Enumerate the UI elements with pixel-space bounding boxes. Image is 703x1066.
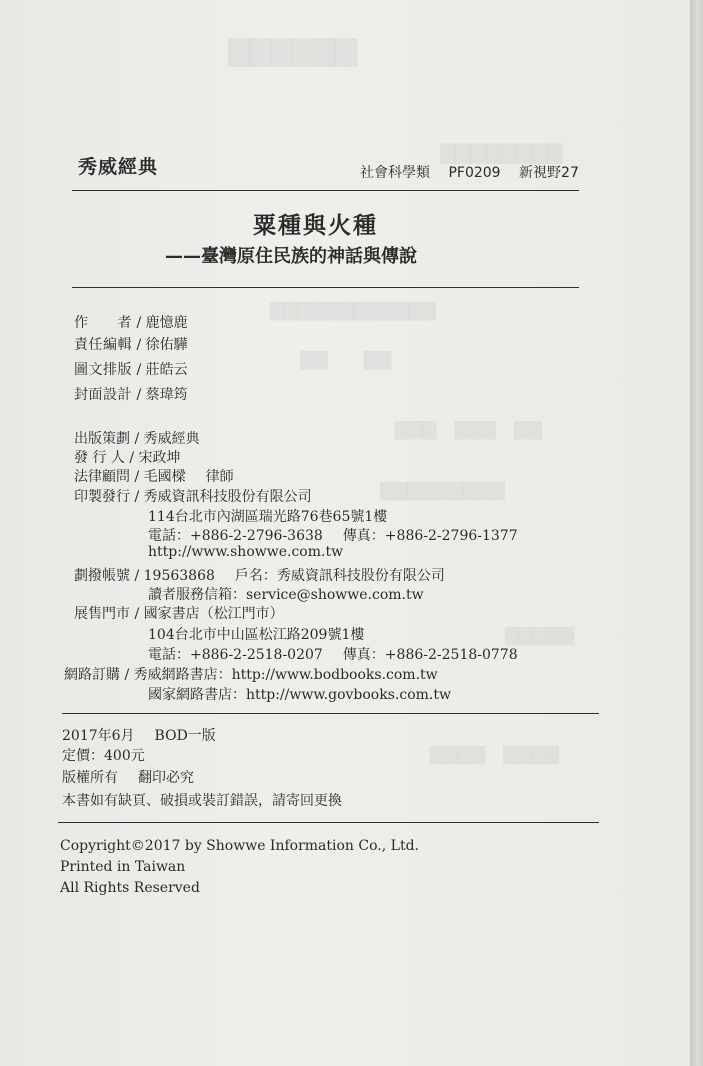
publisher-planning: 出版策劃 / 秀威經典 [74, 431, 200, 447]
printed-in: Printed in Taiwan [60, 859, 186, 875]
edition-date: 2017年6月 [62, 728, 135, 744]
credit-value: 鹿憶鹿 [145, 315, 188, 331]
publisher-address: 114台北市內湖區瑞光路76巷65號1樓 [148, 509, 388, 525]
notice: 本書如有缺頁、破損或裝訂錯誤，請寄回更換 [62, 793, 342, 809]
field-value: 國家書店（松江門市） [143, 606, 284, 622]
field-label: 發 行 人 [74, 450, 125, 466]
credit-author: 作 者 / 鹿憶鹿 [74, 312, 188, 332]
bleed-through: ▇▇▇▇▇ [505, 625, 575, 646]
edition-version: BOD一版 [154, 728, 216, 744]
title-rule [72, 287, 579, 288]
field-value: 秀威網路書店：http://www.bodbooks.com.tw [133, 667, 438, 683]
field-label: 法律顧問 [74, 469, 130, 485]
header-rule [72, 190, 579, 191]
bleed-through: ▇▇ ▇▇ [300, 349, 392, 370]
credit-label: 封面設計 [74, 387, 132, 403]
credit-value: 莊皓云 [145, 362, 188, 378]
series-category: 社會科學類 [360, 165, 430, 181]
field-value: 律師 [205, 469, 234, 485]
credit-label: 責任編輯 [74, 337, 132, 353]
store-contact [148, 644, 518, 664]
publisher-legal: 法律顧問 / 毛國樑 律師 [74, 469, 234, 485]
credit-label: 作 者 [74, 315, 132, 331]
field-label: 出版策劃 [74, 431, 130, 447]
store: 展售門市 / 國家書店（松江門市） [74, 606, 284, 622]
copyright-line: Copyright©2017 by Showwe Information Co., Ltd. [60, 838, 419, 854]
phone-text: 電話：+886-2-2518-0207 [148, 647, 323, 663]
field-value: 戶名：秀威資訊科技股份有限公司 [234, 568, 445, 584]
rights-text: 版權所有 [62, 770, 118, 786]
rights-reserved: All Rights Reserved [60, 880, 200, 896]
bottom-rule [58, 822, 599, 823]
transfer-account: 劃撥帳號 / 19563868 戶名：秀威資訊科技股份有限公司 [74, 568, 445, 584]
series-number: 新視野27 [519, 165, 579, 181]
field-label: 網路訂購 [64, 667, 120, 683]
series-info [360, 162, 593, 182]
bleed-through: ▇▇▇▇▇▇▇▇▇▇▇▇ [270, 300, 437, 321]
bleed-through: ▇▇▇▇▇▇ [228, 34, 358, 67]
publisher-issuer: 發 行 人 / 宋政坤 [74, 450, 181, 466]
book-title: 粟種與火種 [253, 213, 378, 239]
publisher-contact [148, 525, 518, 545]
field-value: 毛國樑 [143, 469, 186, 485]
book-subtitle: ——臺灣原住民族的神話與傳說 [165, 246, 417, 267]
field-value: 秀威經典 [143, 431, 200, 447]
series-code: PF0209 [448, 165, 501, 181]
page-edge [690, 0, 703, 1066]
bleed-through: ▇▇▇▇▇▇▇▇▇ [380, 480, 505, 501]
field-value: 19563868 [143, 568, 215, 584]
credit-label: 圖文排版 [74, 362, 132, 378]
fax-text: 傳真：+886-2-2518-0778 [342, 647, 518, 663]
bleed-through: ▇▇▇▇▇▇▇▇ [440, 140, 564, 164]
service-email: 讀者服務信箱：service@showwe.com.tw [148, 587, 424, 603]
field-value: 宋政坤 [138, 450, 181, 466]
publisher-brand: 秀威經典 [78, 156, 159, 178]
store-address: 104台北市中山區松江路209號1樓 [148, 627, 365, 643]
field-value: 秀威資訊科技股份有限公司 [143, 489, 312, 505]
bleed-through: ▇▇▇▇ ▇▇▇▇ [430, 744, 559, 765]
price: 定價：400元 [62, 748, 145, 764]
field-label: 印製發行 [74, 489, 130, 505]
credit-layout: 圖文排版 / 莊皓云 [74, 359, 188, 379]
online-order: 網路訂購 / 秀威網路書店：http://www.bodbooks.com.tw [64, 667, 438, 683]
middle-rule [62, 713, 599, 714]
credit-cover: 封面設計 / 蔡瑋筠 [74, 384, 188, 404]
field-label: 展售門市 [74, 606, 130, 622]
credit-value: 徐佑驊 [145, 337, 188, 353]
rights-line [62, 767, 194, 787]
publisher-website: http://www.showwe.com.tw [148, 544, 344, 560]
piracy-text: 翻印必究 [138, 770, 194, 786]
credit-editor: 責任編輯 / 徐佑驊 [74, 334, 188, 354]
online-order-2: 國家網路書店：http://www.govbooks.com.tw [148, 687, 451, 703]
edition-line [62, 725, 216, 745]
bleed-through: ▇▇▇ ▇▇▇ ▇▇ [395, 419, 542, 440]
credit-value: 蔡瑋筠 [145, 387, 188, 403]
field-label: 劃撥帳號 [74, 568, 130, 584]
fax-text: 傳真：+886-2-2796-1377 [342, 528, 518, 544]
publisher-print: 印製發行 / 秀威資訊科技股份有限公司 [74, 489, 312, 505]
phone-text: 電話：+886-2-2796-3638 [148, 528, 323, 544]
